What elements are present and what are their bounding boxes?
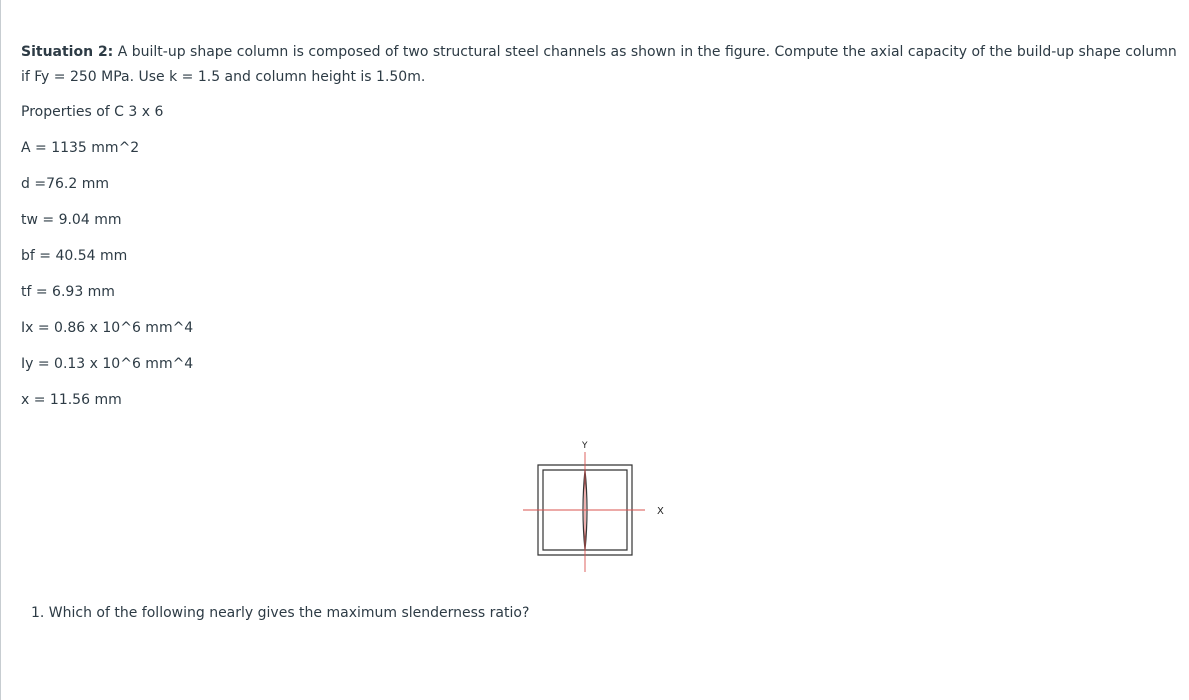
property-web-thickness: tw = 9.04 mm (21, 212, 122, 228)
property-ix: Ix = 0.86 x 10^6 mm^4 (21, 320, 194, 336)
property-depth: d =76.2 mm (21, 176, 109, 192)
question-1: 1. Which of the following nearly gives the maximum slenderness ratio? (31, 605, 530, 621)
problem-statement (21, 40, 1181, 90)
property-flange-width: bf = 40.54 mm (21, 248, 128, 264)
problem-intro (21, 40, 1181, 90)
left-border (0, 0, 1, 700)
x-axis-label: X (657, 506, 664, 517)
property-area: A = 1135 mm^2 (21, 140, 140, 156)
built-up-section-figure (515, 437, 675, 577)
section-drawing (515, 437, 675, 577)
y-axis-label: Y (582, 441, 588, 451)
situation-text: A built-up shape column is composed of two structural steel channels as shown in the figure. Compute the axial capacity of the build-up shape column if Fy = 250 MPa. Use k = 1.5 and column height is 1.50m. (21, 44, 1177, 85)
property-iy: Iy = 0.13 x 10^6 mm^4 (21, 356, 194, 372)
situation-label: Situation 2: (21, 44, 114, 60)
properties-heading: Properties of C 3 x 6 (21, 104, 164, 120)
property-centroid: x = 11.56 mm (21, 392, 122, 408)
property-flange-thickness: tf = 6.93 mm (21, 284, 115, 300)
